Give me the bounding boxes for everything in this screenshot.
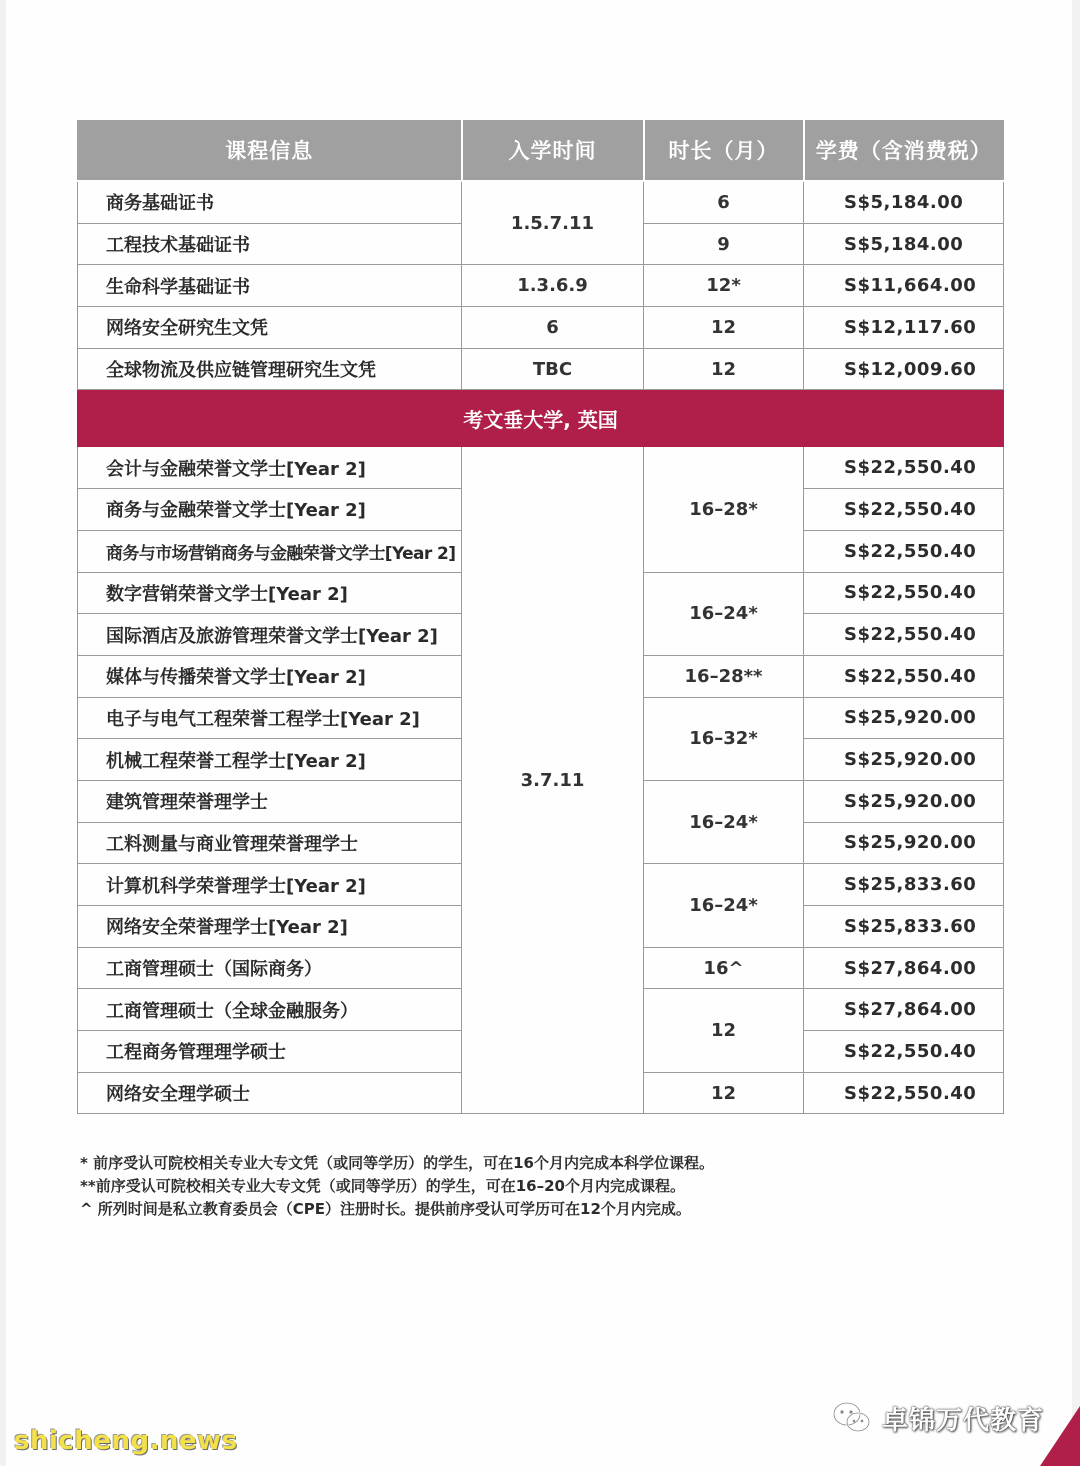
course-name: 工料测量与商业管理荣誉理学士: [78, 822, 462, 864]
course-name: 网络安全理学硕士: [78, 1072, 462, 1114]
course-name: 工商管理硕士（国际商务）: [78, 947, 462, 989]
course-name: 工程技术基础证书: [78, 223, 462, 265]
fee-cell: S$25,920.00: [804, 822, 1004, 864]
course-name: 国际酒店及旅游管理荣誉文学士[Year 2]: [78, 614, 462, 656]
fee-cell: S$5,184.00: [804, 181, 1004, 223]
course-name: 机械工程荣誉工程学士[Year 2]: [78, 739, 462, 781]
duration-cell: 16–24*: [644, 864, 804, 947]
site-watermark: shicheng.news: [14, 1426, 238, 1456]
duration-cell: 12: [644, 1072, 804, 1114]
footnote-single-asterisk: * 前序受认可院校相关专业大专文凭（或同等学历）的学生，可在16个月内完成本科学位课程。: [80, 1154, 714, 1172]
duration-cell: 12: [644, 307, 804, 349]
duration-cell: 16–28**: [644, 655, 804, 697]
fee-cell: S$22,550.40: [804, 572, 1004, 614]
duration-cell: 16–32*: [644, 697, 804, 780]
intake-cell: 1.3.6.9: [462, 265, 644, 307]
wechat-icon: [832, 1401, 872, 1435]
course-name: 商务基础证书: [78, 181, 462, 223]
intake-cell: 1.5.7.11: [462, 181, 644, 265]
intake-cell: 3.7.11: [462, 447, 644, 1114]
course-name: 网络安全研究生文凭: [78, 307, 462, 349]
course-name: 计算机科学荣誉理学士[Year 2]: [78, 864, 462, 906]
course-name: 电子与电气工程荣誉工程学士[Year 2]: [78, 697, 462, 739]
fee-cell: S$25,833.60: [804, 906, 1004, 948]
fee-cell: S$22,550.40: [804, 489, 1004, 531]
duration-cell: 12: [644, 348, 804, 390]
page-edge-left: [0, 0, 6, 1466]
duration-cell: 12*: [644, 265, 804, 307]
table-row: [78, 348, 1004, 390]
duration-cell: 6: [644, 181, 804, 223]
header-intake: 入学时间: [462, 120, 644, 181]
header-duration: 时长（月）: [644, 120, 804, 181]
course-name: 商务与金融荣誉文学士[Year 2]: [78, 489, 462, 531]
intake-cell: TBC: [462, 348, 644, 390]
course-name: 全球物流及供应链管理研究生文凭: [78, 348, 462, 390]
course-name: 生命科学基础证书: [78, 265, 462, 307]
fee-cell: S$22,550.40: [804, 614, 1004, 656]
course-name: 会计与金融荣誉文学士[Year 2]: [78, 447, 462, 489]
fee-cell: S$22,550.40: [804, 1072, 1004, 1114]
duration-cell: 16–24*: [644, 780, 804, 863]
table-row: [78, 447, 1004, 489]
footnote-double-asterisk: **前序受认可院校相关专业大专文凭（或同等学历）的学生，可在16–20个月内完成课程。: [80, 1177, 685, 1195]
fee-cell: S$27,864.00: [804, 947, 1004, 989]
table-header-row: [78, 120, 1004, 181]
header-course: 课程信息: [78, 120, 462, 181]
intake-cell: 6: [462, 307, 644, 349]
fee-cell: S$22,550.40: [804, 655, 1004, 697]
course-name: 工商管理硕士（全球金融服务）: [78, 989, 462, 1031]
university-section-title: 考文垂大学, 英国: [78, 390, 1004, 447]
fee-cell: S$22,550.40: [804, 530, 1004, 572]
fee-cell: S$25,833.60: [804, 864, 1004, 906]
table-row: [78, 181, 1004, 223]
fee-cell: S$22,550.40: [804, 1031, 1004, 1073]
fee-cell: S$12,009.60: [804, 348, 1004, 390]
fee-cell: S$27,864.00: [804, 989, 1004, 1031]
course-name: 建筑管理荣誉理学士: [78, 780, 462, 822]
fee-cell: S$11,664.00: [804, 265, 1004, 307]
brand-name: 卓锦万代教育: [882, 1405, 1045, 1436]
fee-cell: S$25,920.00: [804, 780, 1004, 822]
header-fee: 学费（含消费税）: [804, 120, 1004, 181]
fee-cell: S$25,920.00: [804, 697, 1004, 739]
fee-cell: S$12,117.60: [804, 307, 1004, 349]
duration-cell: 16–28*: [644, 447, 804, 572]
footnotes: [80, 1152, 980, 1221]
duration-cell: 9: [644, 223, 804, 265]
duration-cell: 16^: [644, 947, 804, 989]
fee-cell: S$22,550.40: [804, 447, 1004, 489]
course-name: 工程商务管理理学硕士: [78, 1031, 462, 1073]
table-row: [78, 307, 1004, 349]
footnote-caret: ^ 所列时间是私立教育委员会（CPE）注册时长。提供前序受认可学历可在12个月内完成。: [80, 1200, 691, 1218]
section-header-row: [78, 390, 1004, 447]
page-edge-right: [1072, 0, 1080, 1466]
course-name: 媒体与传播荣誉文学士[Year 2]: [78, 655, 462, 697]
duration-cell: 12: [644, 989, 804, 1072]
course-name: 数字营销荣誉文学士[Year 2]: [78, 572, 462, 614]
course-name: 商务与市场营销商务与金融荣誉文学士[Year 2]: [78, 530, 462, 572]
wechat-brand: [832, 1398, 1044, 1438]
fee-cell: S$5,184.00: [804, 223, 1004, 265]
fee-cell: S$25,920.00: [804, 739, 1004, 781]
corner-accent: [1040, 1406, 1080, 1466]
fee-table: [77, 120, 1004, 1114]
table-row: [78, 265, 1004, 307]
course-name: 网络安全荣誉理学士[Year 2]: [78, 906, 462, 948]
duration-cell: 16–24*: [644, 572, 804, 655]
